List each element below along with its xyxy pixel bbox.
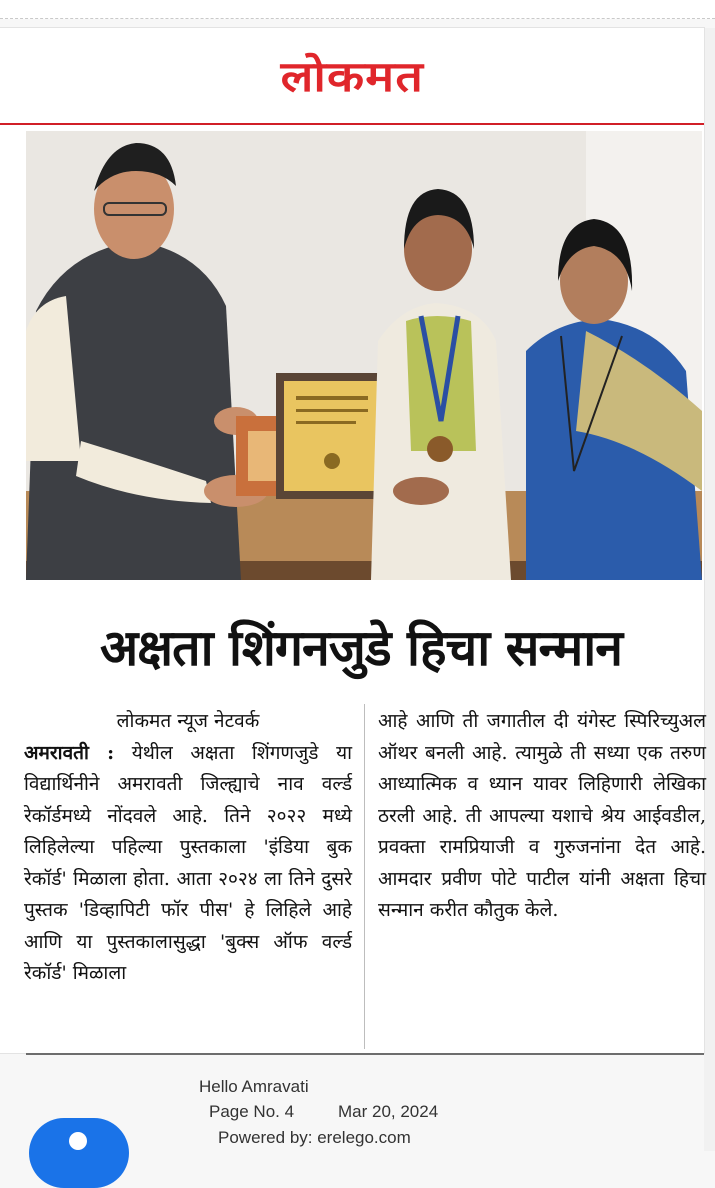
article-column-right bbox=[378, 706, 706, 927]
footer-page-number: Page No. 4 bbox=[209, 1102, 295, 1121]
article-dateline: अमरावती : bbox=[24, 741, 115, 764]
article-column-left bbox=[24, 706, 352, 990]
article-headline: अक्षता शिंगनजुडे हिचा सन्मान bbox=[100, 619, 622, 677]
article-body-col2: आहे आणि ती जगातील दी यंगेस्ट स्पिरिच्युअल ऑथर बनली आहे. त्यामुळे ती सध्या एक तरुण आध्यात्मिक व ध्यान यावर लिहिणारी लेखिका ठरली आहे. ती आपल्या यशाचे श्रेय आईवडील, प्रवक्ता रामप्रियाजी व गुरुजनांना देत आहे. आमदार प्रवीण पोटे पाटील यांनी अक्षता हिचा सन्मान करीत कौतुक केले. bbox=[378, 710, 706, 921]
article-byline: लोकमत न्यूज नेटवर्क bbox=[116, 710, 260, 732]
masthead-rule bbox=[0, 123, 704, 125]
article-body-col1: येथील अक्षता शिंगणजुडे या विद्यार्थिनीने अमरावती जिल्ह्याचे नाव वर्ल्ड रेकॉर्डमध्ये नोंदवले आहे. तिने २०२२ मध्ये लिहिलेल्या पहिल्या पुस्तकाला 'इंडिया बुक रेकॉर्ड' मिळाला होता. आता २०२४ ला तिने दुसरे पुस्तक 'डिव्हापिटी फॉर पीस' हे लिहिले आहे आणि या पुस्तकालासुद्धा 'बुक्स ऑफ वर्ल्ड रेकॉर्ड' मिळाला bbox=[24, 741, 353, 984]
footer-date: Mar 20, 2024 bbox=[338, 1102, 439, 1121]
chat-bubble-icon bbox=[69, 1132, 87, 1150]
newspaper-clipping bbox=[0, 28, 704, 1053]
masthead bbox=[0, 28, 704, 123]
award-ceremony-photo[interactable] bbox=[26, 131, 702, 580]
footer-powered-by[interactable]: Powered by: erelego.com bbox=[218, 1128, 411, 1147]
scroll-gutter bbox=[704, 28, 715, 1151]
article-bottom-rule bbox=[26, 1053, 704, 1055]
top-strip bbox=[0, 0, 715, 19]
chat-fab-button[interactable] bbox=[29, 1118, 129, 1188]
footer-edition: Hello Amravati bbox=[199, 1077, 309, 1096]
lokmat-logo: लोकमत bbox=[280, 52, 424, 101]
column-divider bbox=[364, 704, 365, 1049]
photo-illustration bbox=[26, 131, 702, 580]
